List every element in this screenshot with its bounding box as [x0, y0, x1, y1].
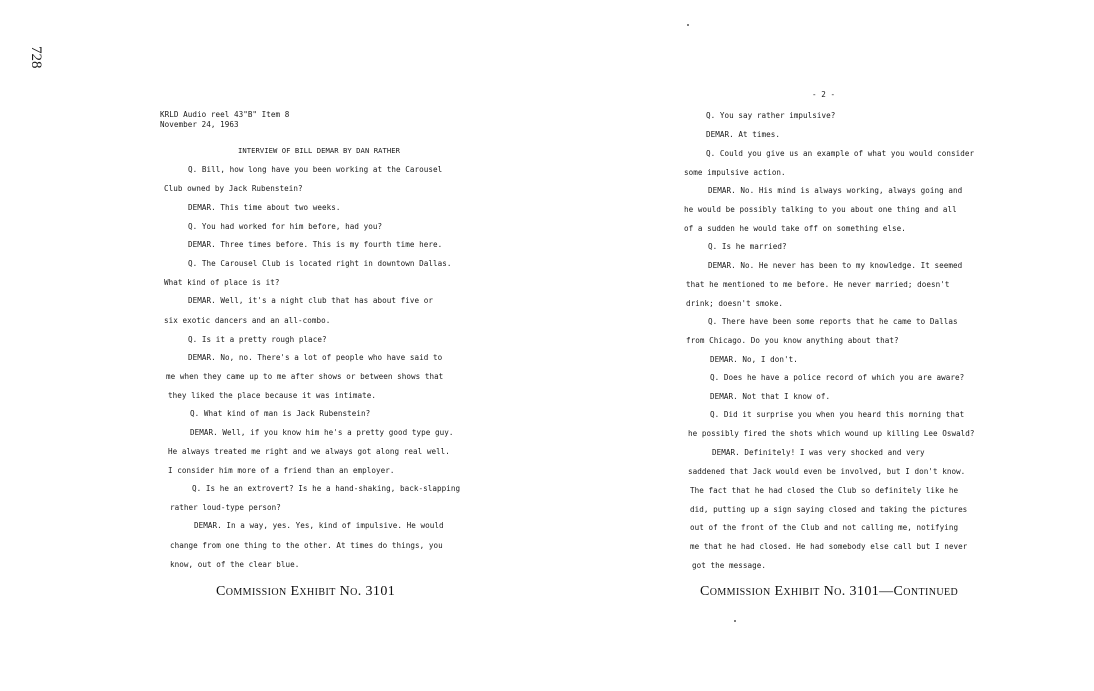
transcript-line: did, putting up a sign saying closed and taking the pictures	[690, 505, 968, 514]
transcript-line: DEMAR. No. He never has been to my knowledge. It seemed	[708, 261, 963, 270]
transcript-line: DEMAR. Definitely! I was very shocked and very	[712, 448, 925, 457]
transcript-line: from Chicago. Do you know anything about that?	[686, 336, 899, 345]
right-document-page	[684, 0, 1014, 691]
transcript-line: Q. What kind of man is Jack Rubenstein?	[190, 409, 371, 418]
transcript-line: me that he had closed. He had somebody else call but I never	[690, 542, 968, 551]
transcript-line: me when they came up to me after shows or between shows that	[166, 372, 444, 381]
transcript-line: out of the front of the Club and not calling me, notifying	[690, 523, 959, 532]
transcript-line: DEMAR. Not that I know of.	[710, 392, 831, 401]
transcript-line: drink; doesn't smoke.	[686, 299, 784, 308]
transcript-line: DEMAR. No, I don't.	[710, 355, 798, 364]
exhibit-caption: Commission Exhibit No. 3101	[216, 584, 396, 599]
transcript-line: Q. Is he an extrovert? Is he a hand-shaking, back-slapping	[192, 484, 461, 493]
transcript-line: DEMAR. Well, it's a night club that has about five or	[188, 296, 433, 305]
transcript-line: Q. Did it surprise you when you heard this morning that	[710, 410, 965, 419]
transcript-line: of a sudden he would take off on something else.	[684, 224, 906, 233]
transcript-line: What kind of place is it?	[164, 278, 280, 287]
transcript-line: Q. Is it a pretty rough place?	[188, 335, 327, 344]
page-marker: - 2 -	[812, 90, 836, 99]
transcript-line: saddened that Jack would even be involved, but I don't know.	[688, 467, 966, 476]
transcript-line: I consider him more of a friend than an employer.	[168, 466, 395, 475]
transcript-line: some impulsive action.	[684, 168, 786, 177]
transcript-line: The fact that he had closed the Club so definitely like he	[690, 486, 959, 495]
speck	[687, 24, 689, 26]
transcript-line: Q. The Carousel Club is located right in downtown Dallas.	[188, 259, 452, 268]
transcript-line: Club owned by Jack Rubenstein?	[164, 184, 303, 193]
transcript-line: Q. Does he have a police record of which you are aware?	[710, 373, 965, 382]
transcript-line: that he mentioned to me before. He never married; doesn't	[686, 280, 950, 289]
header-line-1: KRLD Audio reel 43"B" Item 8	[160, 110, 290, 119]
transcript-line: DEMAR. No. His mind is always working, always going and	[708, 186, 963, 195]
transcript-line: six exotic dancers and an all-combo.	[164, 316, 331, 325]
speck	[734, 620, 736, 622]
transcript-line: got the message.	[692, 561, 766, 570]
transcript-line: Q. You say rather impulsive?	[706, 111, 836, 120]
transcript-line: Q. Could you give us an example of what you would consider	[706, 149, 975, 158]
transcript-line: DEMAR. Well, if you know him he's a pretty good type guy.	[190, 428, 454, 437]
transcript-line: they liked the place because it was intimate.	[168, 391, 376, 400]
transcript-line: Q. Bill, how long have you been working at the Carousel	[188, 165, 443, 174]
transcript-line: DEMAR. This time about two weeks.	[188, 203, 341, 212]
transcript-line: DEMAR. In a way, yes. Yes, kind of impulsive. He would	[194, 521, 444, 530]
transcript-line: Q. There have been some reports that he came to Dallas	[708, 317, 958, 326]
page-number: 728	[28, 46, 44, 69]
transcript-line: he would be possibly talking to you about one thing and all	[684, 205, 957, 214]
transcript-line: rather loud-type person?	[170, 503, 281, 512]
left-document-page	[160, 0, 490, 691]
transcript-line: He always treated me right and we always got along real well.	[168, 447, 450, 456]
transcript-line: change from one thing to the other. At times do things, you	[170, 541, 443, 550]
transcript-line: Q. Is he married?	[708, 242, 787, 251]
interview-title: INTERVIEW OF BILL DEMAR BY DAN RATHER	[238, 146, 400, 155]
transcript-line: DEMAR. Three times before. This is my fourth time here.	[188, 240, 443, 249]
transcript-line: know, out of the clear blue.	[170, 560, 300, 569]
transcript-line: Q. You had worked for him before, had you?	[188, 222, 383, 231]
exhibit-caption-continued: Commission Exhibit No. 3101—Continued	[700, 584, 959, 599]
transcript-line: he possibly fired the shots which wound up killing Lee Oswald?	[688, 429, 975, 438]
transcript-line: DEMAR. No, no. There's a lot of people who have said to	[188, 353, 443, 362]
header-line-2: November 24, 1963	[160, 120, 239, 129]
transcript-line: DEMAR. At times.	[706, 130, 780, 139]
